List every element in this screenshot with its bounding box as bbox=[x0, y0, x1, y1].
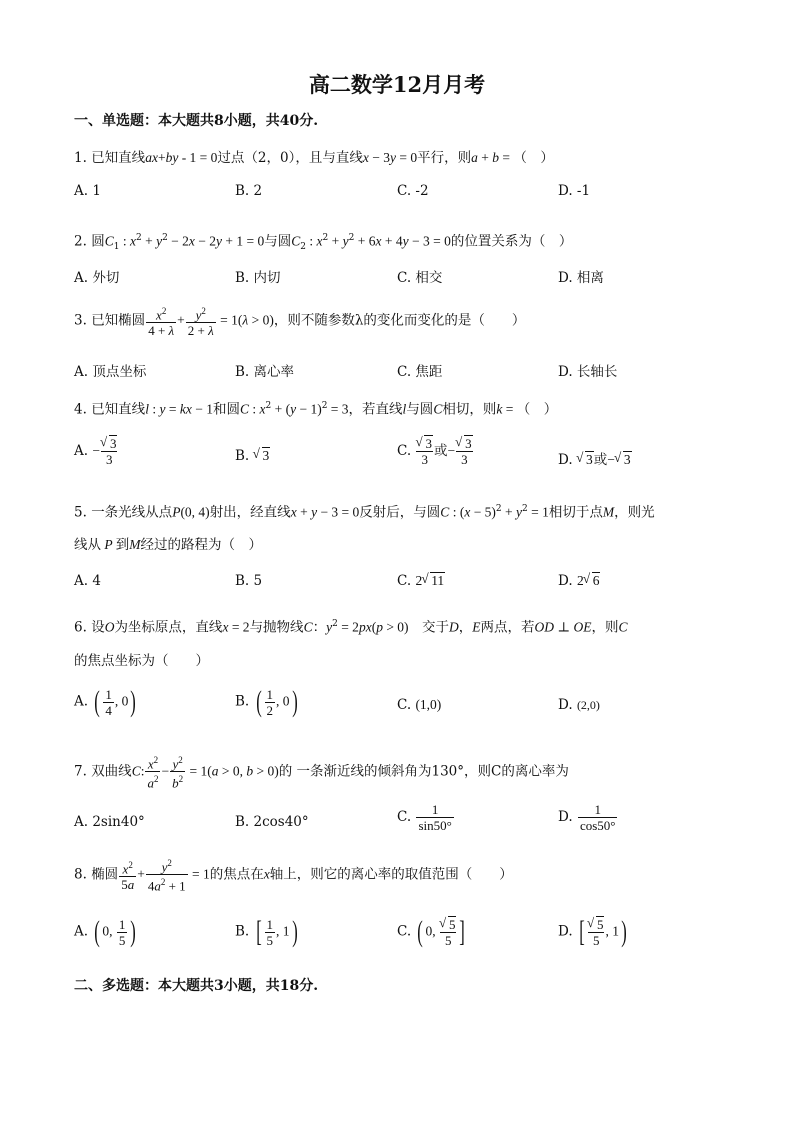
question-5: 5. 一条光线从点P(0, 4)射出，经直线x + y − 3 = 0反射后，与圆C : $(x - 5)^2 + y^2 = 1$相切于点M，则光 bbox=[74, 504, 655, 521]
question-number: 5. bbox=[74, 504, 87, 521]
question-number: 2. bbox=[74, 233, 87, 250]
question-8: 8. 椭圆 $\frac{x^2}{5a}$ + $\frac{y^2}{4a^2 + 1}$ = 1的焦点在x轴上，则它的离心率的取值范围（ ） bbox=[74, 858, 513, 894]
q6-option-c[interactable]: C. (1,0) bbox=[397, 697, 442, 713]
question-number: 6. bbox=[74, 619, 87, 636]
q5-option-b[interactable]: B. 5 bbox=[235, 573, 263, 589]
question-6-line-2: 的焦点坐标为（ ） bbox=[74, 653, 209, 669]
q7-option-d[interactable]: D. $\frac{1}{\cos 50^\circ}$ bbox=[558, 802, 616, 833]
q8-option-b[interactable]: B. [ $\frac{1}{5}$ , 1) bbox=[235, 915, 298, 948]
question-number: 1. bbox=[74, 150, 87, 166]
question-2: 2. 圆$C_1$ : $x^2 + y^2 - 2x - 2y + 1 = 0$与圆$C_2$ : $x^2 + y^2 + 6x + 4y - 3 = 0$的位置关系为（ ） bbox=[74, 233, 573, 253]
q3-option-b[interactable]: B. 离心率 bbox=[235, 364, 295, 380]
page-title: 高二数学12月月考 bbox=[308, 72, 486, 97]
q1-option-c[interactable]: C. -2 bbox=[397, 183, 429, 199]
question-6: 6. 设O为坐标原点，直线x = 2与抛物线C：$y^2 = 2px(p > 0)$ 交于D，E两点，若OD ⊥ OE，则C bbox=[74, 619, 628, 636]
q4-option-c[interactable]: C. √ $\frac{3}{3}$ 或− √ $\frac{3}{3}$ bbox=[397, 436, 474, 467]
question-number: 8. bbox=[74, 866, 87, 883]
q7-option-c[interactable]: C. $\frac{1}{\sin 50^\circ}$ bbox=[397, 802, 452, 833]
q4-option-d[interactable]: D. √ 3或−√ 3 bbox=[558, 448, 632, 468]
q3-option-c[interactable]: C. 焦距 bbox=[397, 364, 443, 380]
q3-option-d[interactable]: D. 长轴长 bbox=[558, 364, 618, 380]
q6-option-a[interactable]: A. ( $\frac{1}{4}$ , 0) bbox=[74, 685, 137, 718]
question-number: 7. bbox=[74, 763, 87, 780]
q2-option-d[interactable]: D. 相离 bbox=[558, 270, 604, 286]
q8-option-a[interactable]: A. ( 0, $\frac{1}{5}$ ) bbox=[74, 915, 137, 948]
q5-option-d[interactable]: D. 2√ 6 bbox=[558, 573, 600, 589]
q7-option-b[interactable]: B. 2cos40° bbox=[235, 814, 309, 830]
q7-option-a[interactable]: A. 2sin40° bbox=[74, 814, 145, 830]
question-4: 4. 已知直线l : y = kx − 1和圆C : $x^2 + (y - 1)^2 = 3$，若直线l与圆C相切，则k = （ ） bbox=[74, 401, 558, 418]
question-1: 1. 已知直线ax+by - 1 = 0过点（2，0），且与直线x − 3y = 0平行，则a + b = （ ） bbox=[74, 150, 554, 166]
question-number: 3. bbox=[74, 312, 87, 329]
q4-option-a[interactable]: A. − √ $\frac{3}{3}$ bbox=[74, 436, 118, 467]
q2-option-c[interactable]: C. 相交 bbox=[397, 270, 443, 286]
question-5-line-2: 线从 P 到M经过的路程为（ ） bbox=[74, 537, 263, 553]
q2-option-a[interactable]: A. 外切 bbox=[74, 270, 120, 286]
section-heading-single-choice: 一、单选题：本大题共8小题，共40分. bbox=[74, 113, 319, 129]
question-7: 7. 双曲线C: $\frac{x^2}{a^2}$ − $\frac{y^2}{b^2}$ = 1(a > 0, b > 0)的 一条渐近线的倾斜角为130°，则C的离心率为 bbox=[74, 755, 569, 791]
question-number: 4. bbox=[74, 401, 87, 418]
question-3: 3. 已知椭圆 $\frac{x^2}{4 + \lambda}$ + $\frac{y^2}{2 + \lambda}$ = 1(λ > 0)，则不随参数λ的变化而变化的是（ ） bbox=[74, 306, 526, 339]
q5-option-c[interactable]: C. 2√ 11 bbox=[397, 573, 445, 589]
section-heading-multiple-choice: 二、多选题：本大题共3小题，共18分. bbox=[74, 978, 319, 994]
q5-option-a[interactable]: A. 4 bbox=[74, 573, 101, 589]
q1-option-b[interactable]: B. 2 bbox=[235, 183, 263, 199]
q8-option-d[interactable]: D. [ √ $\frac{5}{5}$ , 1) bbox=[558, 915, 629, 949]
q1-option-a[interactable]: A. 1 bbox=[74, 183, 101, 199]
q6-option-d[interactable]: D. (2,0) bbox=[558, 697, 600, 713]
q8-option-c[interactable]: C. ( 0, √ $\frac{5}{5}$ ] bbox=[397, 915, 467, 949]
q4-option-b[interactable]: B. √ 3 bbox=[235, 448, 270, 464]
q3-option-a[interactable]: A. 顶点坐标 bbox=[74, 364, 147, 380]
q1-option-d[interactable]: D. -1 bbox=[558, 183, 591, 199]
q2-option-b[interactable]: B. 内切 bbox=[235, 270, 281, 286]
q6-option-b[interactable]: B. ( $\frac{1}{2}$ , 0) bbox=[235, 685, 298, 718]
